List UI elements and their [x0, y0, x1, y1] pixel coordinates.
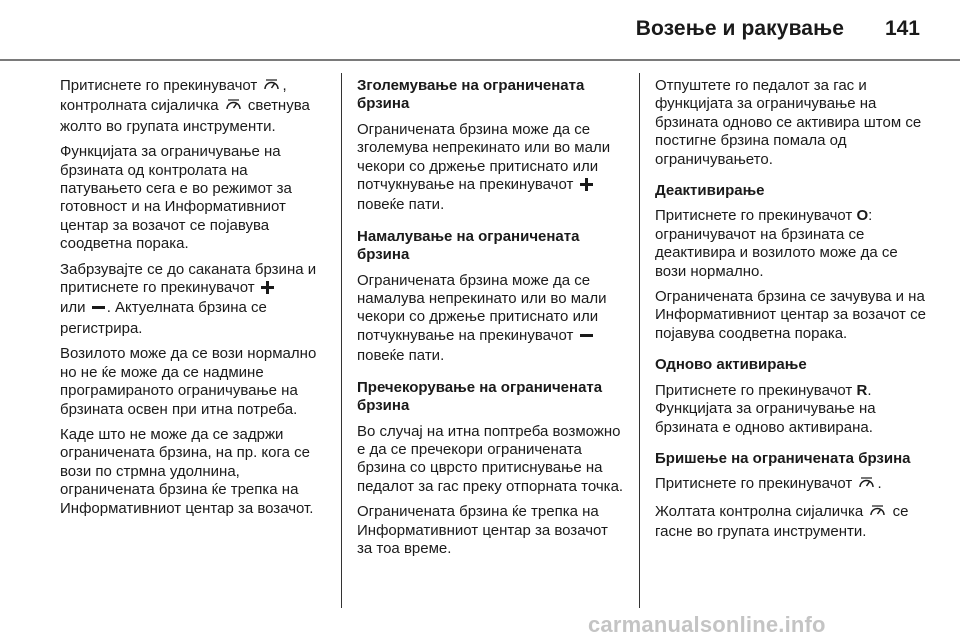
paragraph: Ограничената брзина се зачувува и на Информативниот центар за возачот се појавува соодветна порака.	[655, 288, 926, 342]
page-number: 141	[884, 17, 920, 40]
speed-limiter-icon	[858, 476, 875, 495]
section-reactivate	[655, 356, 927, 437]
column-divider	[639, 73, 640, 608]
paragraph: Ограничената брзина ќе трепка на Информативниот центар за возачот за тоа време.	[357, 503, 608, 557]
text-column-2	[357, 77, 627, 571]
paragraph: Возилото може да се вози нормално но не ќе може да се надмине програмираното ограничување на брзината освен при итна потреба.	[60, 345, 317, 418]
paragraph: Притиснете го прекинувачот O: ограничувачот на брзината се деактивира и возилото може да се вози нормално.	[655, 207, 898, 280]
text-column-1	[60, 77, 326, 525]
paragraph: Во случај на итна поптреба возможно е да се пречекори ограничената брзина со цврсто притиснување на педалот за гас преку отпорната точка.	[357, 422, 624, 495]
speed-limiter-icon	[263, 78, 280, 97]
plus-icon	[261, 281, 274, 299]
cancel-button-glyph: O	[856, 207, 869, 225]
speed-limiter-icon	[225, 98, 242, 117]
paragraph: Каде што не може да се задржи ограничената брзина, на пр. кога се вози по стрмна удолнина, ограничената брзина ќе трепка на Информативниот центар за возачот.	[60, 425, 314, 517]
section-heading: Бришење на ограничената брзина	[655, 449, 911, 467]
section-decrease	[357, 228, 627, 366]
section-heading: Зголемување на ограничената брзина	[357, 77, 585, 113]
watermark: carmanualsonline.info	[588, 612, 826, 637]
paragraph: Функцијата за ограничување на брзината од контролата на патувањето сега е во режимот за готовност и на Информативниот центар за возачот се појавува соодветна порака.	[60, 143, 292, 253]
minus-icon	[580, 329, 593, 347]
page-header	[0, 0, 960, 62]
plus-icon	[580, 178, 593, 196]
section-increase	[357, 77, 627, 215]
paragraph: Притиснете го прекинувачот .	[655, 475, 927, 495]
section-heading: Деактивирање	[655, 182, 765, 200]
paragraph: Ограничената брзина може да се зголемува непрекинато или во мали чекори со држење притиснато или потчукнување на прекинувачот повеќе пати.	[357, 120, 611, 214]
section-heading: Пречекорување на ограничената брзина	[357, 378, 603, 415]
resume-button-glyph: R	[856, 381, 868, 399]
column-divider	[341, 73, 342, 608]
paragraph: Ограничената брзина може да се намалува непрекинато или во мали чекори со држење притиснато или потчукнување на прекинувачот повеќе пати.	[357, 271, 607, 365]
text-column-3	[655, 77, 927, 555]
paragraph: Жолтата контролна сијаличка се гасне во групата инструменти.	[655, 502, 909, 541]
paragraph: Притиснете го прекинувачот R. Функцијата за ограничување на брзината е одново активирана.	[655, 381, 876, 436]
paragraph: Забрзувајте се до саканата брзина и притиснете го прекинувачот или . Актуелната брзина се регистрира.	[60, 260, 317, 337]
section-deactivate	[655, 182, 927, 343]
header-rule	[0, 59, 960, 61]
speed-limiter-icon	[869, 504, 886, 523]
minus-icon	[92, 301, 105, 319]
section-heading: Намалување на ограничената брзина	[357, 227, 580, 264]
page-title: Возење и ракување	[635, 17, 844, 40]
section-release	[655, 77, 927, 169]
section-exceed	[357, 379, 627, 559]
section-heading: Одново активирање	[655, 356, 807, 374]
section-delete	[655, 450, 927, 542]
paragraph: Притиснете го прекинувачот , контролната сијаличка светнува жолто во групата инструменти.	[60, 77, 310, 135]
paragraph: Отпуштете го педалот за гас и функцијата за ограничување на брзината одново се активира штом се постигне брзина помала од ограничувањето.	[655, 77, 922, 168]
